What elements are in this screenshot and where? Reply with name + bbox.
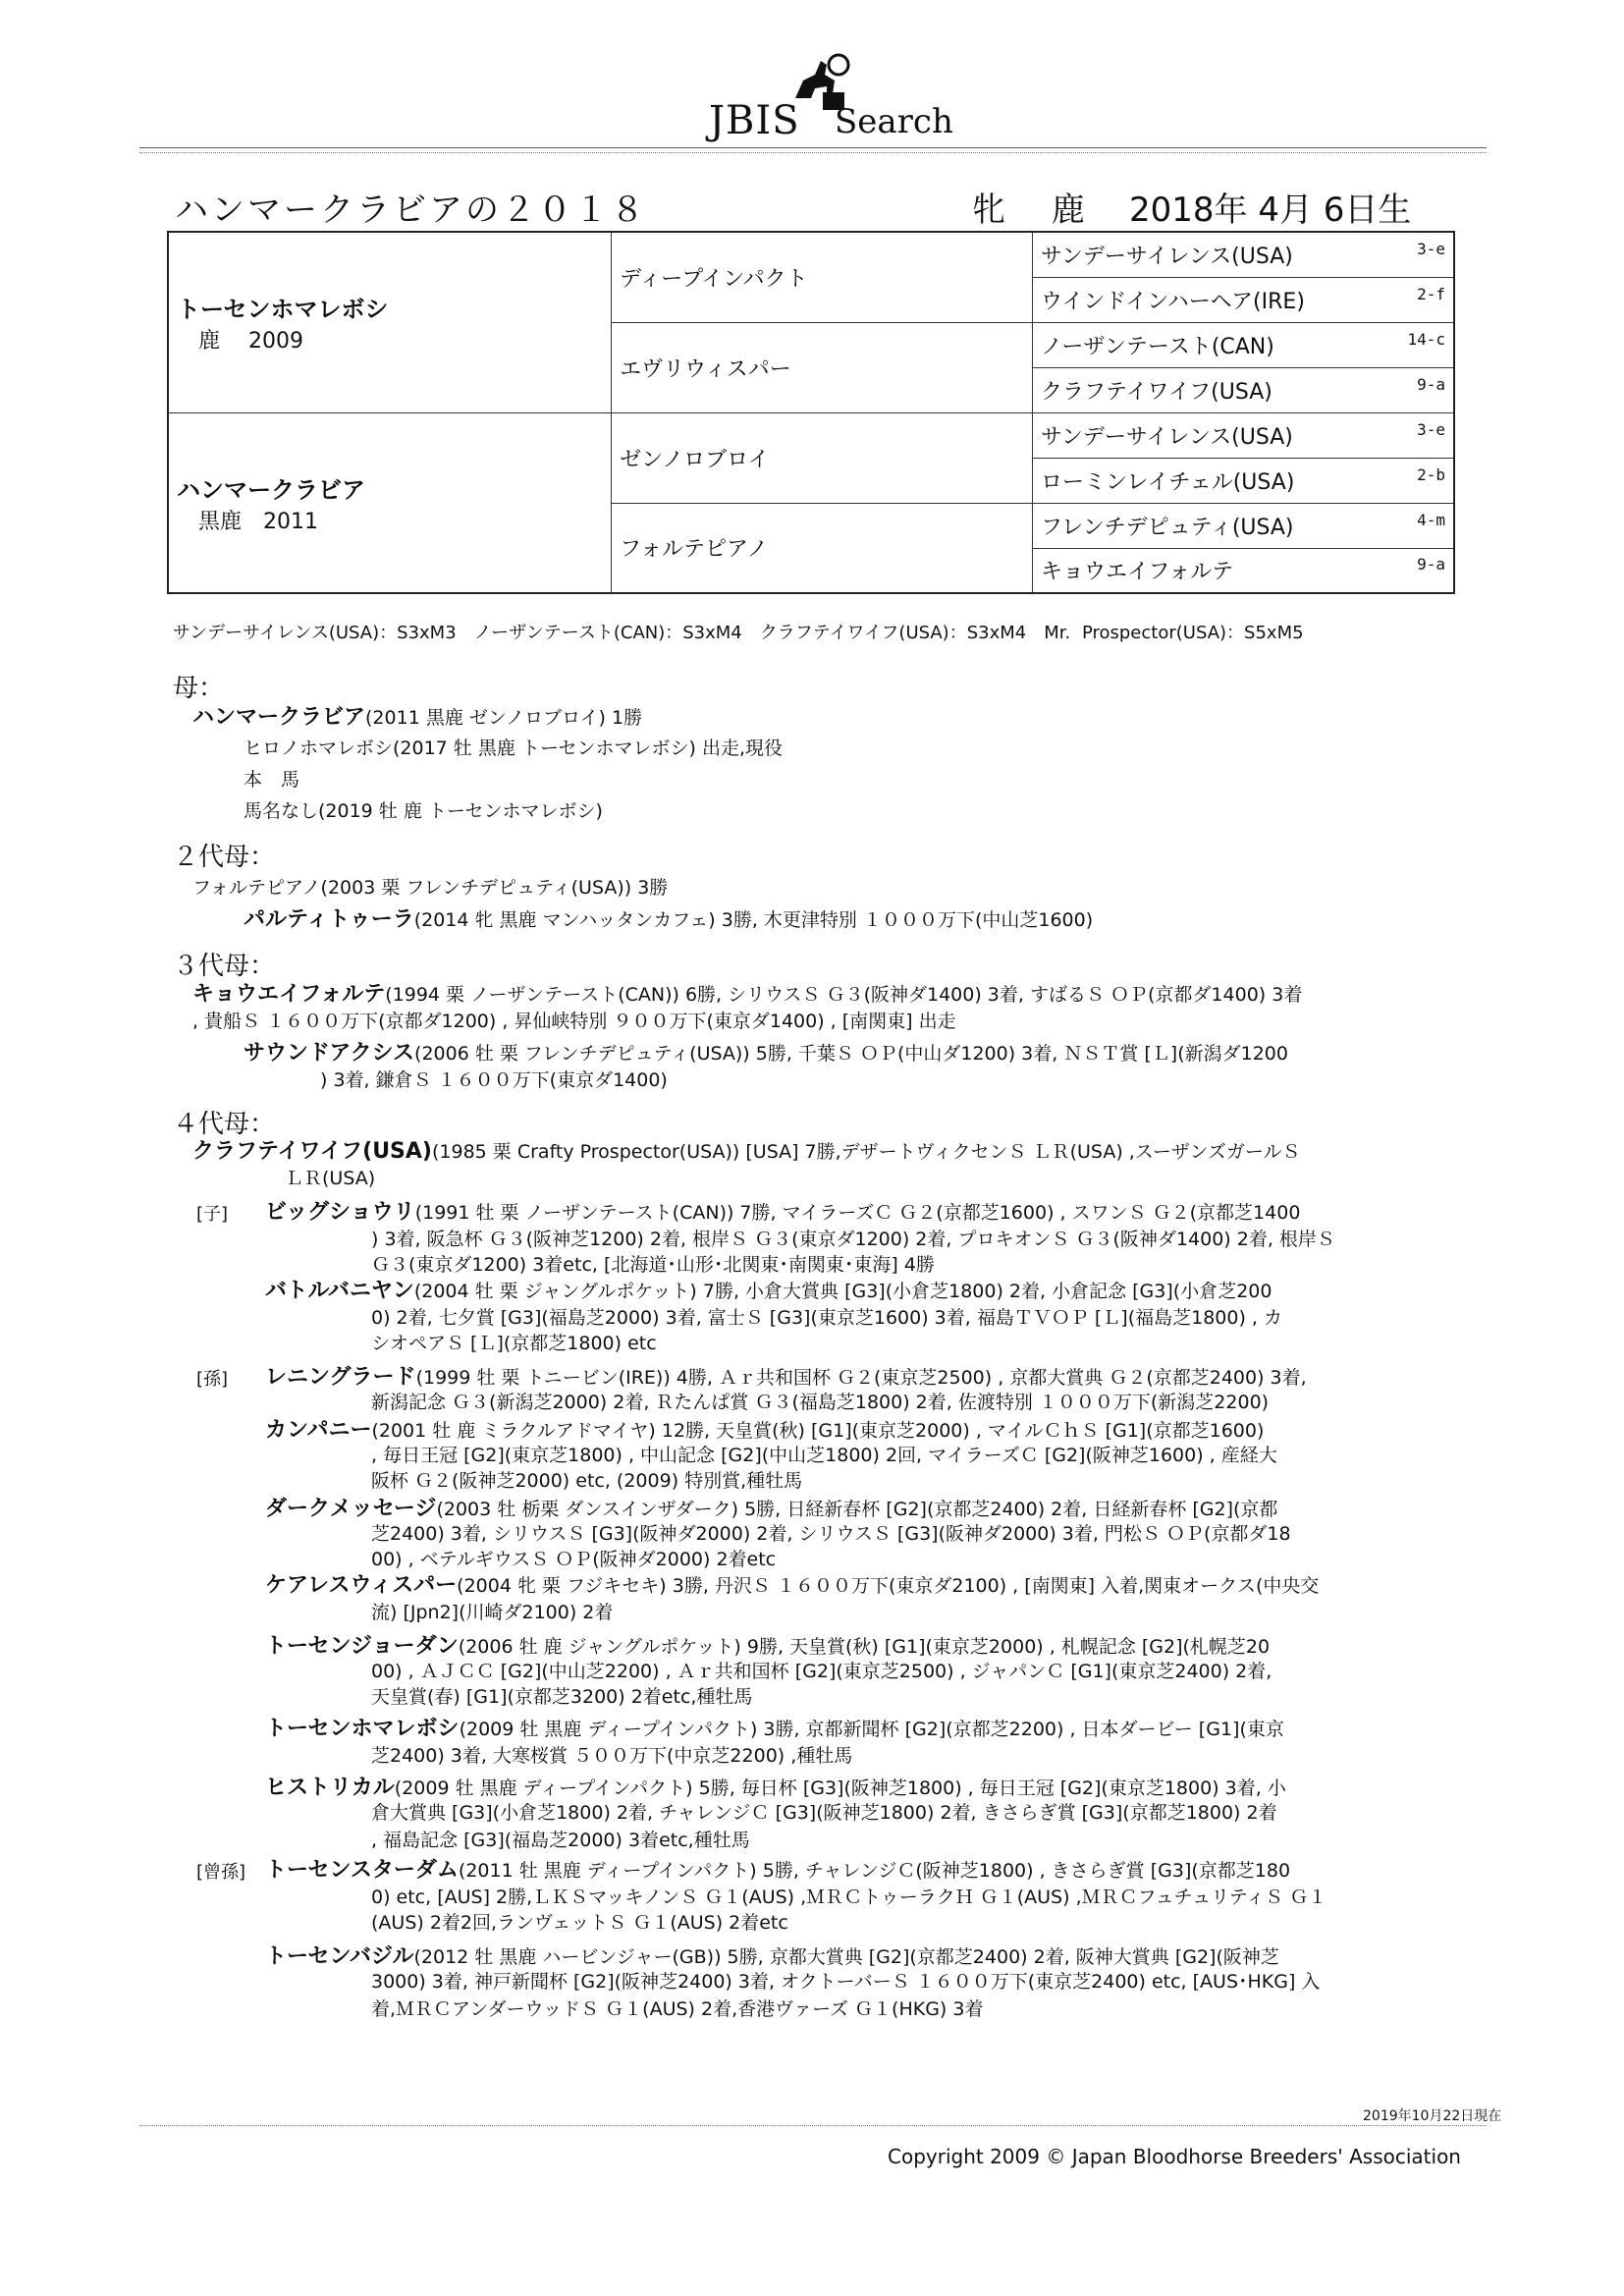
progeny-line (265, 1634, 1270, 1660)
g3-name: クラフテイワイフ(USA) (1041, 379, 1272, 405)
section-gen2: ２代母： (173, 843, 276, 872)
progeny-line (192, 876, 668, 901)
logo-jbis: JBIS (709, 98, 800, 143)
progeny-line (371, 1685, 752, 1710)
progeny-line (371, 1228, 1335, 1252)
header-rule (139, 147, 1487, 148)
g3-cell (1033, 412, 1454, 458)
progeny-line (265, 1200, 1300, 1226)
progeny-line (371, 1660, 1272, 1684)
g3-rank: 2-f (1417, 284, 1445, 303)
progeny-line (371, 1548, 776, 1572)
g3-rank: 3-e (1417, 419, 1445, 439)
g3-cell (1033, 367, 1454, 412)
progeny-line (371, 1829, 750, 1853)
g3-cell (1033, 232, 1454, 277)
horse-record: 00) , ＡＪＣＣ [G2](中山芝2200) , Ａｒ共和国杯 [G2](東京芝2500) , ジャパンＣ [G1](東京芝2400) 2着, (371, 1661, 1272, 1682)
g3-rank: 14-c (1407, 329, 1445, 349)
progeny-line (371, 1332, 657, 1356)
horse-record: 流) [Jpn2](川崎ダ2100) 2着 (371, 1602, 614, 1623)
progeny-line (371, 1253, 935, 1278)
horse-name: ダークメッセージ (265, 1497, 437, 1521)
progeny-line (265, 1497, 1277, 1522)
progeny-line (192, 705, 642, 731)
horse-name: ビッグショウリ (265, 1200, 415, 1225)
footer-rule (139, 2125, 1487, 2126)
progeny-line (265, 1573, 1319, 1599)
horse-record: 00) , ベテルギウスＳ ＯＰ(阪神ダ2000) 2着etc (371, 1549, 777, 1570)
sire-info: 鹿 2009 (198, 329, 303, 355)
g2-cell: ディープインパクト (612, 232, 1033, 322)
g3-rank: 4-m (1417, 510, 1445, 529)
g3-name: ウインドインハーヘア(IRE) (1041, 289, 1305, 314)
g2-cell: ゼンノロブロイ (612, 412, 1033, 503)
horse-record: , 貴船Ｓ １６００万下(京都ダ1200) , 昇仙峡特別 ９００万下(東京ダ1400) , [南関東] 出走 (192, 1011, 956, 1032)
g2-cell: エヴリウィスパー (612, 322, 1033, 412)
horse-record: 本 馬 (244, 769, 300, 791)
progeny-line (371, 1522, 1291, 1547)
g3-name: ノーザンテースト(CAN) (1041, 334, 1274, 359)
dam-cell (168, 412, 612, 593)
horse-record: 着,ＭＲＣアンダーウッドＳ Ｇ１(AUS) 2着,香港ヴァーズ Ｇ１(HKG) 3着 (371, 1998, 984, 2020)
progeny-line (244, 737, 783, 761)
logo-search: Search (835, 102, 953, 141)
copyright: Copyright 2009 © Japan Bloodhorse Breeders' Association (888, 2145, 1461, 2168)
tag-child: [子] (196, 1204, 229, 1225)
progeny-line (244, 1041, 1288, 1066)
progeny-line (244, 799, 603, 824)
horse-record: (1991 牡 栗 ノーザンテースト(CAN)) 7勝, マイラーズＣ Ｇ２(京都芝1600) , スワンＳ Ｇ２(京都芝1400 (414, 1202, 1301, 1224)
horse-name: レニングラード (265, 1365, 416, 1390)
progeny-line (285, 1167, 375, 1191)
horse-record: ) 3着, 鎌倉Ｓ １６００万下(東京ダ1400) (320, 1069, 668, 1091)
horse-name: トーセンスターダム (265, 1858, 459, 1883)
progeny-line (265, 1776, 1286, 1801)
header-rule-dotted (139, 152, 1487, 153)
dam-name: ハンマークラビア (177, 475, 365, 504)
progeny-line (371, 1601, 613, 1625)
inbreeding-line: サンデーサイレンス(USA)：S3xM3 ノーザンテースト(CAN)：S3xM4 クラフテイワイフ(USA)：S3xM4 Mr. Prospector(USA)：S5xM5 (173, 623, 1304, 643)
pedigree-table (167, 231, 1455, 594)
horse-name: ヒストリカル (265, 1776, 395, 1800)
progeny-line (244, 907, 1093, 933)
as-of-date: 2019年10月22日現在 (1363, 2108, 1502, 2124)
g3-name: サンデーサイレンス(USA) (1041, 424, 1293, 450)
horse-record: (2006 牡 栗 フレンチデピュティ(USA)) 5勝, 千葉Ｓ ＯＰ(中山ダ1200) 3着, ＮＳＴ賞 [Ｌ](新潟ダ1200 (414, 1043, 1288, 1065)
horse-record: 芝2400) 3着, シリウスＳ [G3](阪神ダ2000) 2着, シリウスＳ [G3](阪神ダ2000) 3着, 門松Ｓ ＯＰ(京都ダ18 (371, 1523, 1291, 1545)
horse-record: 新潟記念 Ｇ３(新潟芝2000) 2着, Ｒたんぱ賞 Ｇ３(福島芝1800) 2着, 佐渡特別 １０００万下(新潟芝2200) (371, 1392, 1270, 1413)
horse-name: バトルバニヤン (265, 1279, 414, 1303)
horse-record: 馬名なし(2019 牡 鹿 トーセンホマレボシ) (244, 800, 603, 822)
dam-info: 黒鹿 2011 (198, 509, 318, 534)
horse-record: 天皇賞(春) [G1](京都芝3200) 2着etc,種牡馬 (371, 1686, 753, 1708)
progeny-line (192, 982, 1302, 1008)
progeny-line (371, 1744, 852, 1769)
horse-record: 0) 2着, 七夕賞 [G3](福島芝2000) 3着, 富士Ｓ [G3](東京芝1600) 3着, 福島ＴＶＯＰ [Ｌ](福島芝1800) , カ (371, 1307, 1282, 1329)
progeny-line (320, 1068, 668, 1093)
section-dam: 母： (173, 674, 225, 703)
horse-name: ケアレスウィスパー (265, 1573, 458, 1598)
horse-name: クラフテイワイフ(USA) (192, 1139, 432, 1164)
horse-record: (2012 牡 黒鹿 ハービンジャー(GB)) 5勝, 京都大賞典 [G2](京都芝2400) 2着, 阪神大賞典 [G2](阪神芝 (413, 1946, 1279, 1968)
progeny-line (371, 1391, 1269, 1415)
horse-name: ハンマークラビア (192, 705, 366, 730)
horse-record: シオペアＳ [Ｌ](京都芝1800) etc (371, 1333, 657, 1354)
tag-greatgrandchild: [曾孫] (196, 1862, 246, 1883)
progeny-line (265, 1418, 1264, 1444)
g3-rank: 2-b (1417, 465, 1445, 484)
progeny-line (371, 1911, 788, 1936)
g3-cell (1033, 277, 1454, 322)
horse-record: (AUS) 2着2回,ランヴェットＳ Ｇ１(AUS) 2着etc (371, 1912, 788, 1934)
progeny-line (371, 1306, 1282, 1331)
page-title: ハンマークラビアの２０１８ (175, 191, 647, 230)
progeny-line (371, 1444, 1277, 1468)
progeny-line (371, 1997, 983, 2022)
progeny-line (371, 1886, 1326, 1910)
horse-record: 倉大賞典 [G3](小倉芝1800) 2着, チャレンジＣ [G3](阪神芝1800) 2着, きさらぎ賞 [G3](京都芝1800) 2着 (371, 1802, 1277, 1824)
sire-name: トーセンホマレボシ (177, 296, 389, 324)
g3-name: キョウエイフォルテ (1041, 560, 1234, 585)
horse-record: フォルテピアノ(2003 栗 フレンチデピュティ(USA)) 3勝 (192, 877, 669, 899)
g3-name: フレンチデピュティ(USA) (1041, 515, 1294, 540)
jbis-logo (687, 51, 953, 149)
horse-record: ) 3着, 阪急杯 Ｇ３(阪神芝1200) 2着, 根岸Ｓ Ｇ３(東京ダ1200) 2着, プロキオンＳ Ｇ３(阪神ダ1400) 2着, 根岸Ｓ (371, 1229, 1335, 1250)
horse-record: (2001 牡 鹿 ミラクルアドマイヤ) 12勝, 天皇賞(秋) [G1](東京芝2000) , マイルＣｈＳ [G1](京都芝1600) (371, 1420, 1265, 1442)
progeny-line (371, 1801, 1277, 1826)
g3-cell (1033, 503, 1454, 548)
horse-record: 阪杯 Ｇ２(阪神芝2000) etc, (2009) 特別賞,種牡馬 (371, 1470, 803, 1492)
horse-name: カンパニー (265, 1418, 372, 1443)
horse-record: (2009 牡 黒鹿 ディープインパクト) 5勝, 毎日杯 [G3](阪神芝1800) , 毎日王冠 [G2](東京芝1800) 3着, 小 (394, 1777, 1286, 1799)
horse-record: (1999 牡 栗 トニービン(IRE)) 4勝, Ａｒ共和国杯 Ｇ２(東京芝2500) , 京都大賞典 Ｇ２(京都芝2400) 3着, (415, 1367, 1307, 1389)
horse-name: サウンドアクシス (244, 1041, 415, 1066)
horse-name: トーセンジョーダン (265, 1634, 459, 1659)
progeny-line (265, 1365, 1307, 1391)
horse-record: ヒロノホマレボシ(2017 牡 黒鹿 トーセンホマレボシ) 出走,現役 (244, 738, 783, 759)
horse-name: トーセンホマレボシ (265, 1717, 460, 1741)
horse-record: 0) etc, [AUS] 2勝,ＬＫＳマッキノンＳ Ｇ１(AUS) ,ＭＲＣトゥーラクＨ Ｇ１(AUS) ,ＭＲＣフュチュリティＳ Ｇ１ (371, 1886, 1327, 1908)
horse-record: Ｇ３(東京ダ1200) 3着etc, [北海道･山形･北関東･南関東･東海] 4勝 (371, 1254, 935, 1276)
horse-name: パルティトゥーラ (244, 907, 414, 932)
horse-record: (2004 牝 栗 フジキセキ) 3勝, 丹沢Ｓ １６００万下(東京ダ2100) , [南関東] 入着,関東オークス(中央交 (457, 1575, 1320, 1597)
horse-record: 芝2400) 3着, 大寒桜賞 ５００万下(中京芝2200) ,種牡馬 (371, 1745, 853, 1767)
progeny-line (265, 1717, 1284, 1742)
progeny-line (244, 768, 299, 793)
g3-cell (1033, 322, 1454, 367)
section-gen4: ４代母： (173, 1110, 276, 1139)
horse-record: (2006 牡 鹿 ジャングルポケット) 9勝, 天皇賞(秋) [G1](東京芝2000) , 札幌記念 [G2](札幌芝20 (458, 1636, 1271, 1658)
progeny-line (371, 1469, 802, 1494)
section-gen3: ３代母： (173, 952, 276, 981)
sex-color: 牝 鹿 (972, 191, 1103, 230)
horse-record: , 福島記念 [G3](福島芝2000) 3着etc,種牡馬 (371, 1830, 750, 1851)
tag-grandchild: [孫] (196, 1369, 229, 1390)
progeny-line (265, 1858, 1290, 1884)
progeny-line (371, 1970, 1320, 1995)
horse-record: (1994 栗 ノーザンテースト(CAN)) 6勝, シリウスＳ Ｇ３(阪神ダ1400) 3着, すばるＳ ＯＰ(京都ダ1400) 3着 (385, 984, 1303, 1006)
horse-record: (2011 黒鹿 ゼンノロブロイ) 1勝 (365, 707, 643, 729)
g3-cell (1033, 548, 1454, 593)
horse-record: (2009 牡 黒鹿 ディープインパクト) 3勝, 京都新聞杯 [G2](京都芝2200) , 日本ダービー [G1](東京 (459, 1719, 1284, 1740)
progeny-line (265, 1944, 1279, 1970)
birth-date: 2018年 4月 6日生 (1129, 191, 1412, 230)
horse-record: (2014 牝 黒鹿 マンハッタンカフェ) 3勝, 木更津特別 １０００万下(中山芝1600) (413, 909, 1094, 931)
horse-record: (1985 栗 Crafty Prospector(USA)) [USA] 7勝,デザートヴィクセンＳ ＬＲ(USA) ,スーザンズガールＳ (432, 1141, 1301, 1163)
horse-record: (2004 牡 栗 ジャングルポケット) 7勝, 小倉大賞典 [G3](小倉芝1800) 2着, 小倉記念 [G3](小倉芝200 (413, 1281, 1272, 1302)
g3-rank: 9-a (1417, 555, 1445, 574)
horse-record: (2003 牡 栃栗 ダンスインザダーク) 5勝, 日経新春杯 [G2](京都芝2400) 2着, 日経新春杯 [G2](京都 (436, 1499, 1278, 1520)
g2-cell: フォルテピアノ (612, 503, 1033, 593)
g3-name: サンデーサイレンス(USA) (1041, 244, 1293, 269)
sire-cell (168, 232, 612, 412)
progeny-line (265, 1279, 1272, 1304)
progeny-line (192, 1139, 1301, 1165)
g3-rank: 9-a (1417, 374, 1445, 394)
progeny-line (192, 1010, 956, 1034)
horse-name: トーセンバジル (265, 1944, 414, 1969)
horse-record: , 毎日王冠 [G2](東京芝1800) , 中山記念 [G2](中山芝1800) 2回, マイラーズＣ [G2](阪神芝1600) , 産経大 (371, 1445, 1277, 1466)
g3-name: ローミンレイチェル(USA) (1041, 469, 1295, 495)
horse-name: キョウエイフォルテ (192, 982, 386, 1007)
horse-record: (2011 牡 黒鹿 ディープインパクト) 5勝, チャレンジＣ(阪神芝1800) , きさらぎ賞 [G3](京都芝180 (458, 1860, 1291, 1882)
g3-rank: 3-e (1417, 239, 1445, 258)
g3-cell (1033, 458, 1454, 503)
horse-record: ＬＲ(USA) (285, 1168, 376, 1189)
horse-record: 3000) 3着, 神戸新聞杯 [G2](阪神芝2400) 3着, オクトーバーＳ １６００万下(東京芝2400) etc, [AUS･HKG] 入 (371, 1971, 1321, 1993)
